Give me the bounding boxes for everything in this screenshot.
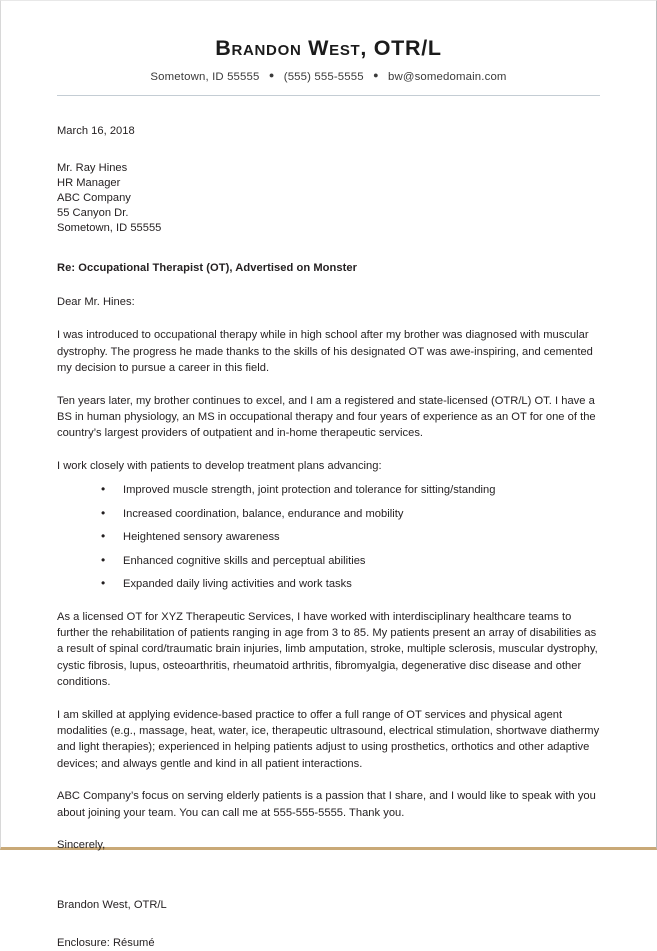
recipient-line: Mr. Ray Hines: [57, 161, 128, 174]
contact-phone: (555) 555-5555: [283, 70, 364, 83]
bullet-separator-icon: ●: [373, 69, 379, 80]
skills-bullet-list: [57, 483, 600, 592]
contact-location: Sometown, ID 55555: [150, 70, 260, 83]
recipient-line: HR Manager: [57, 176, 121, 189]
letter-sheet: [1, 1, 656, 951]
recipient-line: Sometown, ID 55555: [57, 222, 162, 235]
recipient-address: [57, 161, 600, 237]
subject-line: Re: Occupational Therapist (OT), Advertised on Monster: [57, 261, 358, 274]
signature-name: Brandon West, OTR/L: [57, 899, 167, 912]
paragraph-experience: As a licensed OT for XYZ Therapeutic Services, I have worked with interdisciplinary healthcare teams to further the rehabilitation of patients ranging in age from 3 to 85. My patients present an array of disabilities as a result of spinal cord/traumatic brain injuries, limb amputation, stroke, multiple sclerosis, muscular dystrophy, cystic fibrosis, lupus, osteoarthritis, rheumatoid arthritis, fibromyalgia, degenerative disc disease and other conditions.: [57, 610, 598, 689]
salutation: Dear Mr. Hines:: [57, 295, 135, 308]
list-item: • Enhanced cognitive skills and perceptual abilities: [101, 554, 600, 569]
letter-date: March 16, 2018: [57, 125, 135, 138]
list-item: • Improved muscle strength, joint protection and tolerance for sitting/standing: [101, 483, 600, 498]
paragraph-credentials: Ten years later, my brother continues to excel, and I am a registered and state-licensed (OTR/L) OT. I have a BS in human physiology, an MS in occupational therapy and four years of experience as an OT for one of the country’s largest providers of outpatient and in-home therapeutic services.: [57, 394, 596, 440]
recipient-line: ABC Company: [57, 192, 131, 205]
contact-line: [57, 70, 600, 85]
closing-salutation: Sincerely,: [57, 838, 106, 851]
list-item: • Increased coordination, balance, endurance and mobility: [101, 507, 600, 522]
paragraph-skills: I am skilled at applying evidence-based practice to offer a full range of OT services and physical agent modalities (e.g., massage, heat, water, ice, therapeutic ultrasound, electrical stimulation, shortwave diathermy and light therapies); experienced in helping patients adjust to using prosthetics, orthotics and other adaptive devices; and always gentle and kind in all patient interactions.: [57, 708, 600, 770]
list-item: • Expanded daily living activities and work tasks: [101, 577, 600, 592]
contact-email[interactable]: bw@somedomain.com: [388, 70, 507, 83]
letterhead: [57, 1, 600, 96]
bullet-separator-icon: ●: [268, 69, 275, 80]
letter-body: [57, 96, 600, 951]
list-item: • Heightened sensory awareness: [101, 530, 600, 545]
bullets-lead-in: I work closely with patients to develop treatment plans advancing:: [57, 459, 382, 472]
enclosure-note: Enclosure: Résumé: [57, 936, 155, 949]
recipient-line: 55 Canyon Dr.: [57, 207, 129, 220]
applicant-name: Brandon West, OTR/L: [215, 36, 442, 60]
paragraph-call-to-action: ABC Company’s focus on serving elderly patients is a passion that I share, and I would like to speak with you about joining your team. You can call me at 555-555-5555. Thank you.: [57, 790, 596, 819]
paragraph-intro: I was introduced to occupational therapy while in high school after my brother was diagnosed with muscular dystrophy. The progress he made thanks to the skills of his designated OT was awe-inspiring, and cemented my decision to pursue a career in this field.: [57, 329, 593, 375]
